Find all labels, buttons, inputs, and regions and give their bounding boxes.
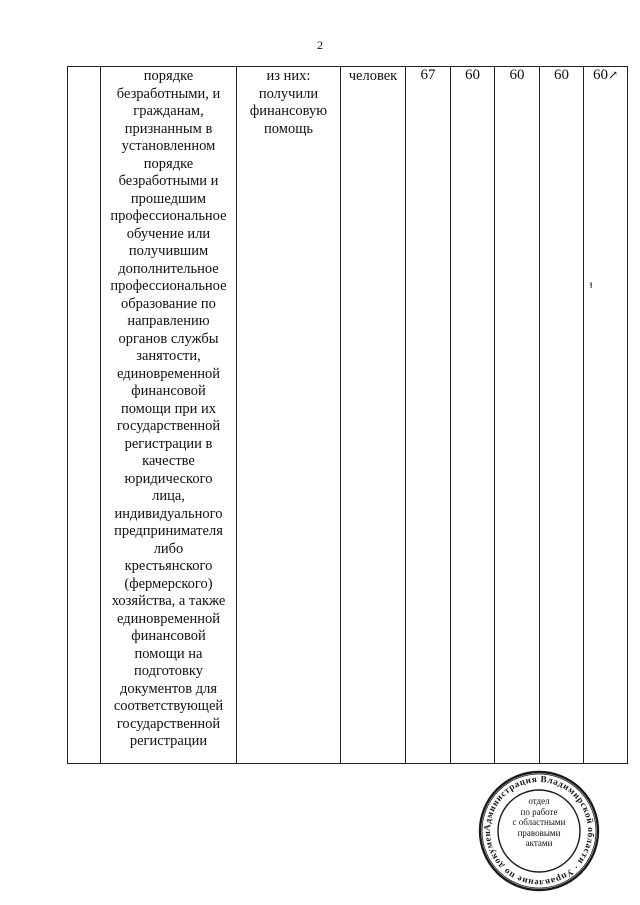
page-number: 2 (317, 38, 323, 52)
indicator-text: из них: получили финансовую помощь (249, 68, 328, 137)
value-cell: 60 (495, 67, 540, 764)
handwritten-check-mark: ↗ (607, 68, 619, 82)
row-number-cell (68, 67, 101, 764)
value-cell (584, 67, 628, 764)
value-cell: 67 (406, 67, 451, 764)
unit-cell: человек (341, 67, 406, 764)
indicator-cell (237, 67, 341, 764)
stamp-center-text: отдел по работе с областными правовыми актами (512, 796, 566, 848)
stamp-outer-text: Администрация Владимирской области · Управление по докумен (481, 773, 597, 889)
value-cell: 60 (540, 67, 584, 764)
value-cell: 60 (451, 67, 495, 764)
document-table (67, 66, 628, 764)
stray-ink-mark: ᵎ (590, 278, 593, 293)
table-row (68, 67, 628, 764)
description-text: порядке безработными, и гражданам, признанным в установленном порядке безработными и прошедшим профессиональное обучение или получившим дополнительное профессиональное образование по направлению органов службы занятости, единовременной финансовой помощи при их государственной регистрации в качестве юридического лица, индивидуального предпринимателя либо крестьянского (фермерского) хозяйства, а также единовременной финансовой помощи на подготовку документов для соответствующей государственной регистрации (110, 68, 227, 749)
official-stamp (478, 770, 600, 892)
value-text: 60 (592, 67, 608, 83)
description-cell (101, 67, 237, 764)
